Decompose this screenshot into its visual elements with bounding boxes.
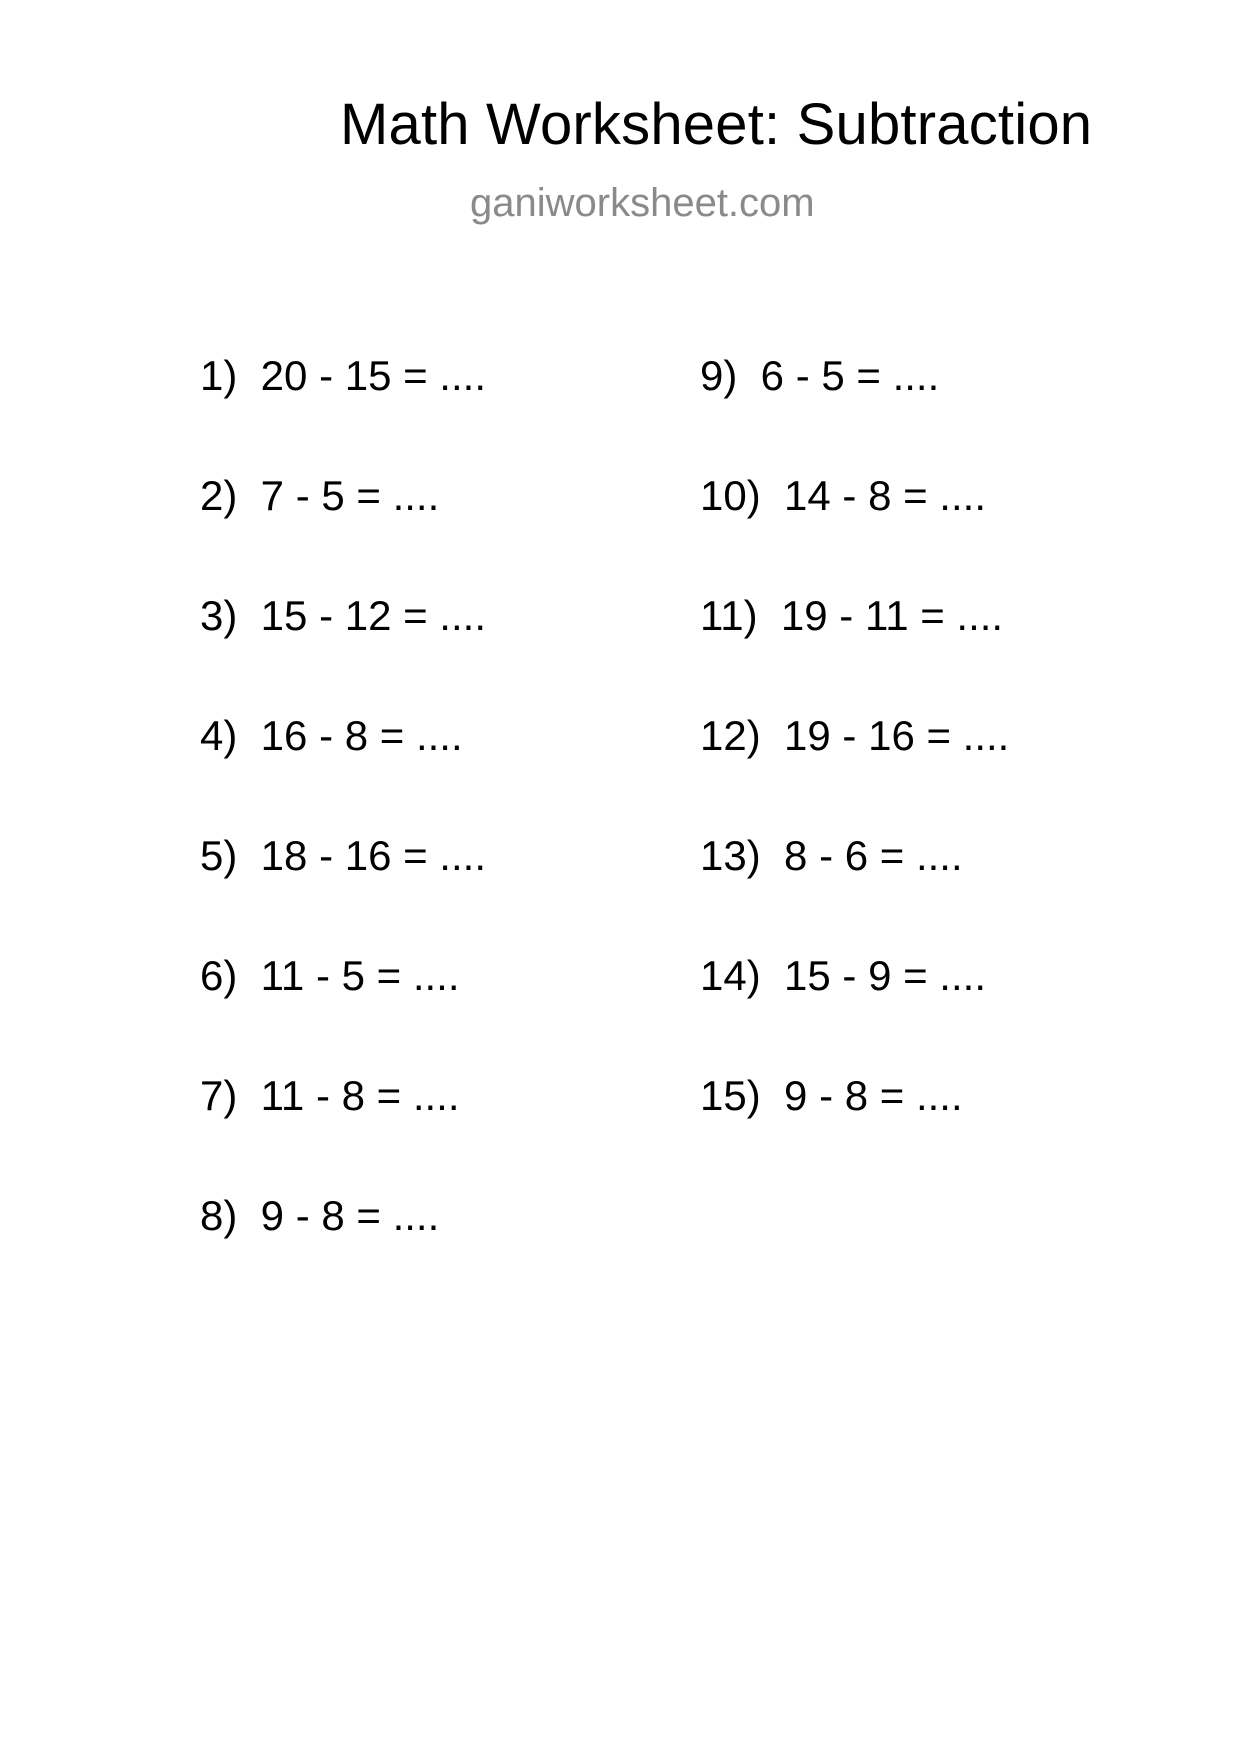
problem-item: 5) 18 - 16 = .... — [200, 832, 486, 879]
problem-item: 14) 15 - 9 = .... — [700, 952, 986, 999]
problem-column-right — [700, 352, 1010, 1195]
problem-item: 12) 19 - 16 = .... — [700, 712, 1010, 759]
page-title: Math Worksheet: Subtraction — [340, 92, 1093, 157]
problem-item: 11) 19 - 11 = .... — [700, 592, 1004, 639]
problem-item: 10) 14 - 8 = .... — [700, 472, 986, 519]
problem-column-left — [200, 352, 486, 1315]
website-label: ganiworksheet.com — [470, 181, 815, 225]
problem-item: 8) 9 - 8 = .... — [200, 1192, 440, 1239]
problem-item: 3) 15 - 12 = .... — [200, 592, 486, 639]
problem-item: 4) 16 - 8 = .... — [200, 712, 463, 759]
problem-item: 2) 7 - 5 = .... — [200, 472, 440, 519]
problem-item: 7) 11 - 8 = .... — [200, 1072, 460, 1119]
problem-item: 9) 6 - 5 = .... — [700, 352, 940, 399]
problem-item: 6) 11 - 5 = .... — [200, 952, 460, 999]
problem-item: 13) 8 - 6 = .... — [700, 832, 963, 879]
problem-item: 15) 9 - 8 = .... — [700, 1072, 963, 1119]
problem-item: 1) 20 - 15 = .... — [200, 352, 486, 399]
